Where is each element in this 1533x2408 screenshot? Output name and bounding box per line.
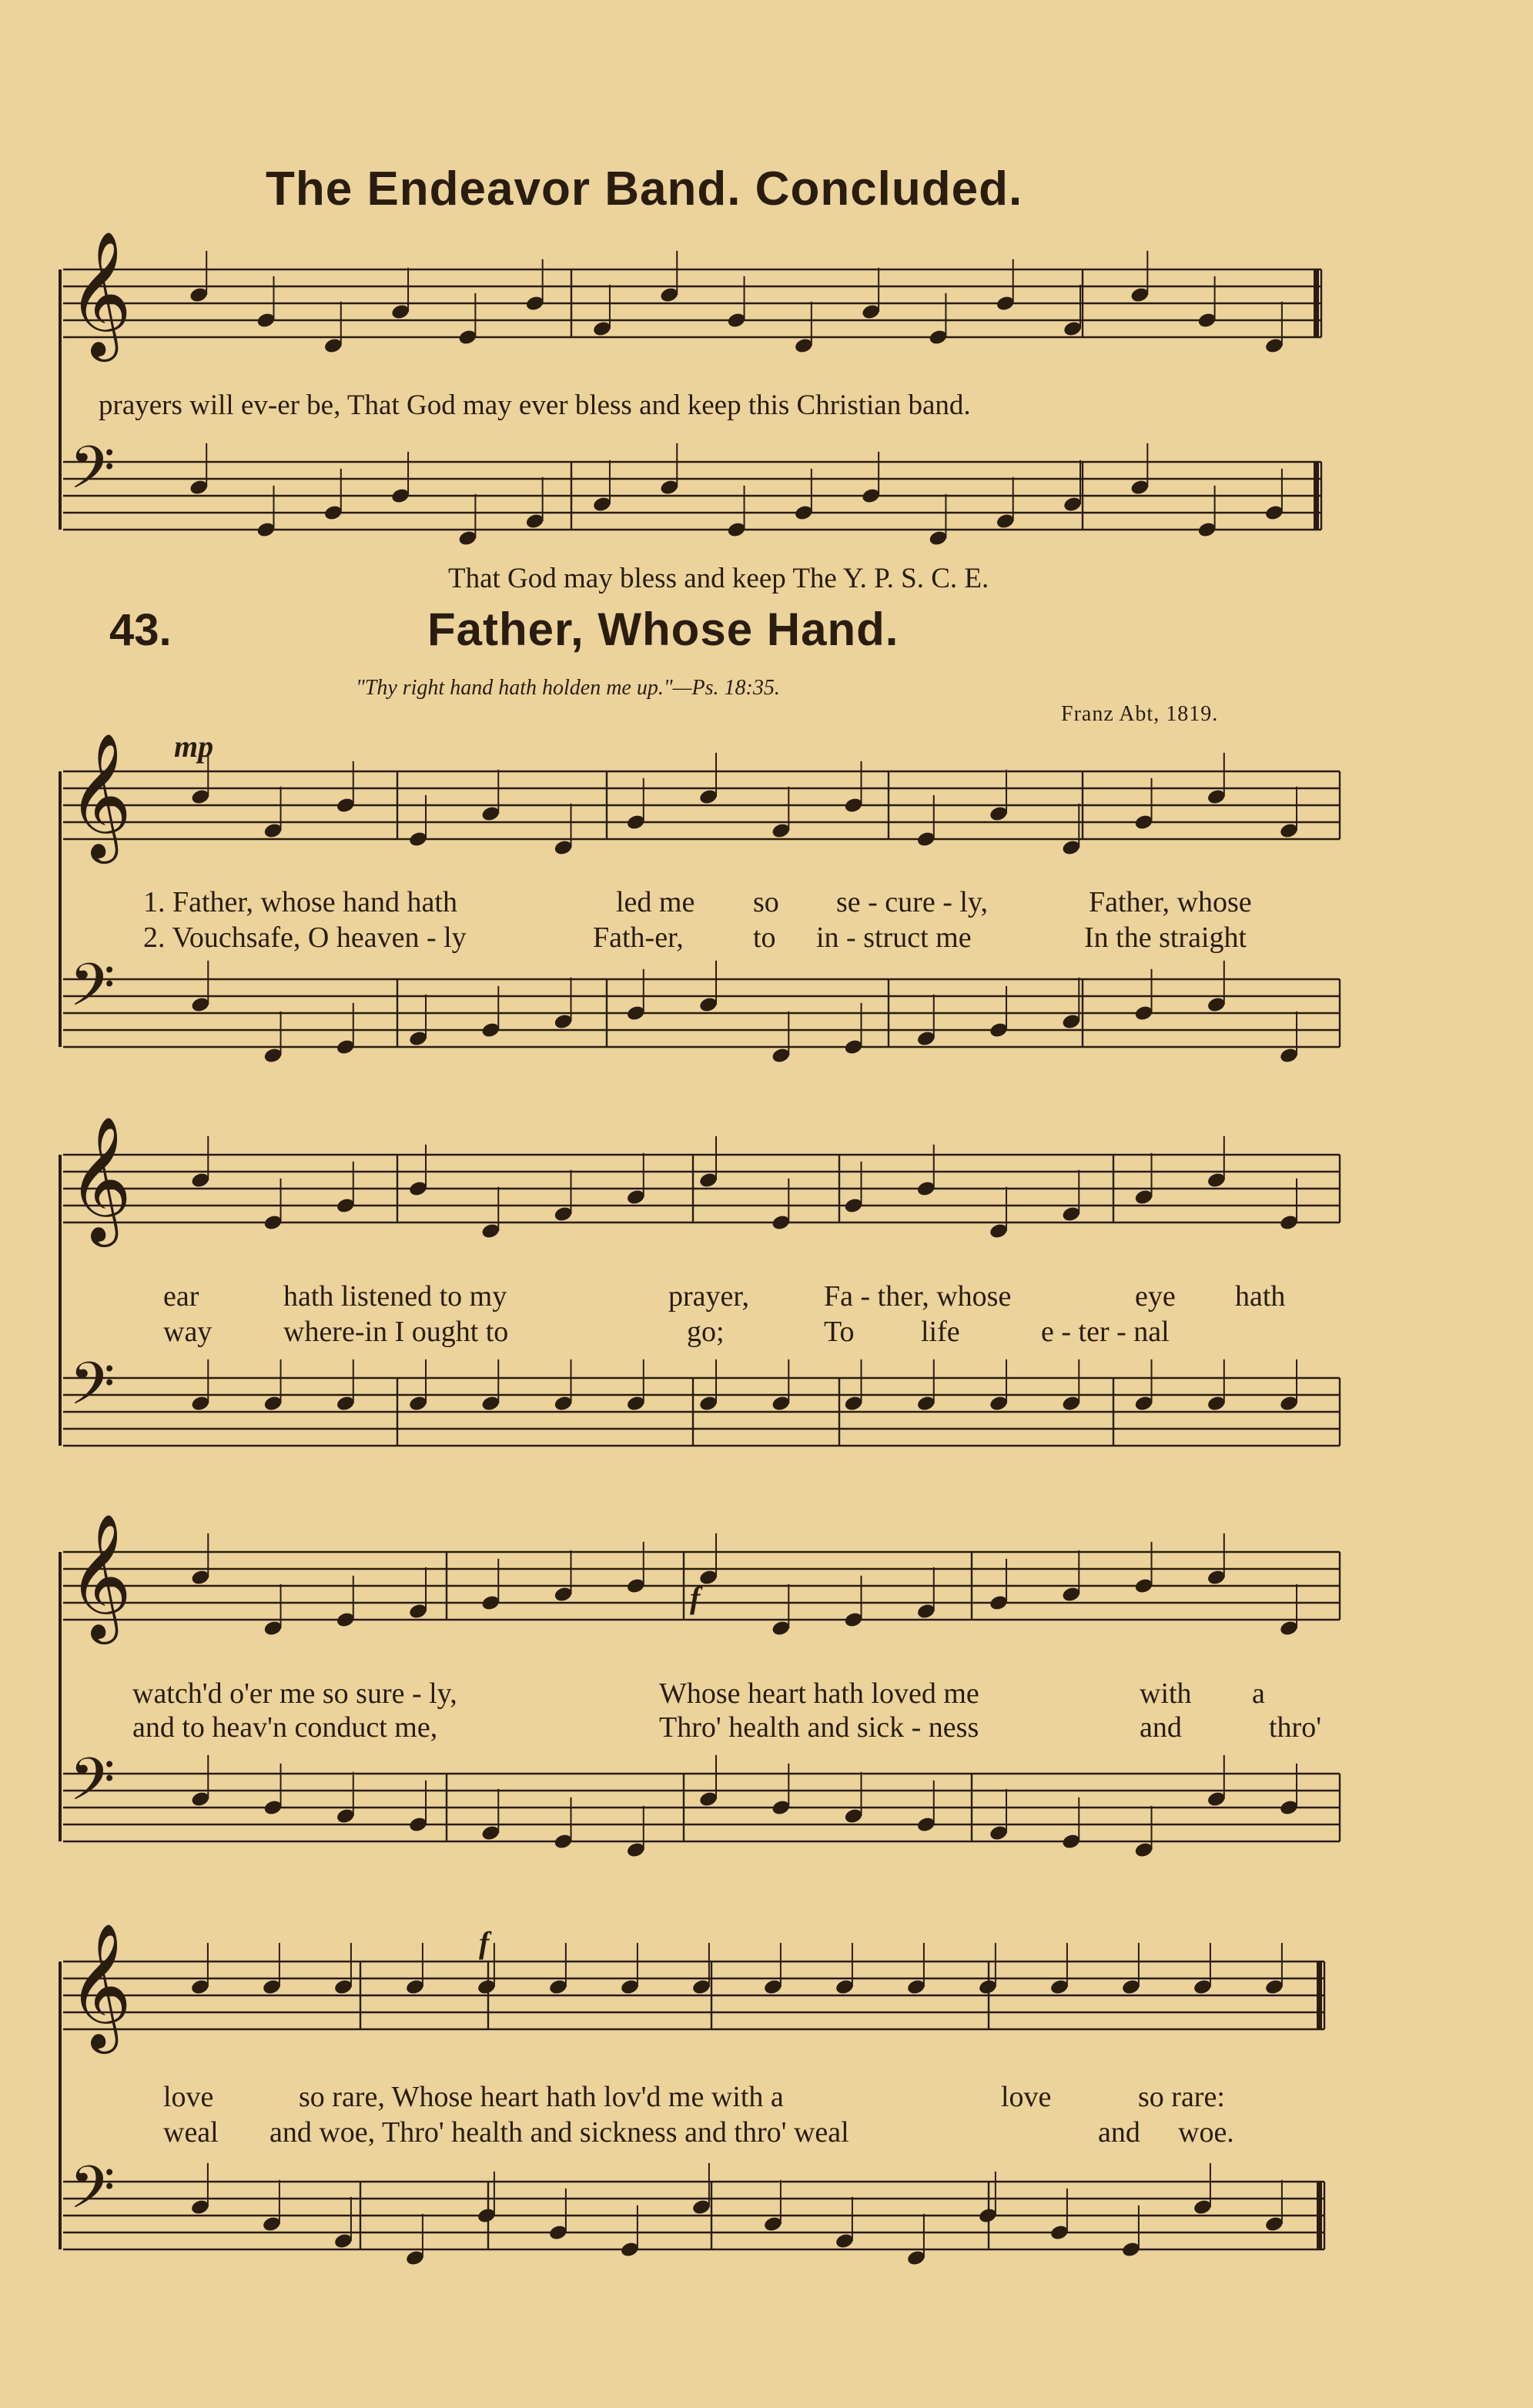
lyric-s3-v2-c: and bbox=[1140, 1711, 1182, 1744]
lyric-s3-v1-d: a bbox=[1252, 1677, 1265, 1710]
lyric-s1-v2-d: in - struct me bbox=[816, 921, 972, 954]
lyric-s2-v2-b: where-in I ought to bbox=[283, 1316, 509, 1348]
lyric-s4-v1-c: love bbox=[1001, 2081, 1052, 2113]
final-barline bbox=[1314, 462, 1319, 530]
dynamic-mp: mp bbox=[174, 729, 214, 764]
lyric-s2-v1-c: prayer, bbox=[668, 1280, 750, 1313]
lyric-s1-v2-b: Fath-er, bbox=[593, 921, 684, 954]
lyric-s2-v1-f: hath bbox=[1235, 1280, 1286, 1313]
lyric-s2-v2-c: go; bbox=[687, 1316, 725, 1348]
lyric-s1-v1-a: 1. Father, whose hand hath bbox=[143, 886, 457, 918]
final-barline bbox=[1317, 1962, 1322, 2029]
system-1-bass-clef-icon: 𝄢 bbox=[69, 950, 115, 1034]
dynamic-forte-1: f bbox=[690, 1580, 701, 1615]
lyric-s1-v2-a: 2. Vouchsafe, O heaven - ly bbox=[143, 921, 467, 954]
lyric-s1-v1-b: led me bbox=[616, 886, 695, 918]
lyric-s4-v1-a: love bbox=[163, 2081, 214, 2113]
system-3-treble-clef-icon: 𝄞 bbox=[68, 1513, 132, 1640]
system-4-bass-clef-icon: 𝄢 bbox=[69, 2152, 115, 2236]
continued-treble-lyric: prayers will ev-er be, That God may ever bless and keep this Christian band. bbox=[99, 390, 971, 421]
lyric-s4-v2-d: woe. bbox=[1178, 2116, 1234, 2149]
lyric-s1-v1-c: so bbox=[753, 886, 779, 918]
system-0-treble-clef-icon: 𝄞 bbox=[68, 230, 132, 357]
system-0-bass-clef-icon: 𝄢 bbox=[69, 433, 115, 517]
lyric-s1-v1-e: Father, whose bbox=[1089, 886, 1252, 918]
lyric-s1-v2-e: In the straight bbox=[1084, 921, 1247, 954]
system-1-treble-clef-icon: 𝄞 bbox=[68, 732, 132, 859]
lyric-s4-v1-d: so rare: bbox=[1138, 2081, 1225, 2113]
system-3-bass-clef-icon: 𝄢 bbox=[69, 1744, 115, 1828]
lyric-s2-v1-d: Fa - ther, whose bbox=[824, 1280, 1012, 1313]
lyric-s3-v2-d: thro' bbox=[1269, 1711, 1322, 1744]
lyric-s4-v2-b: and woe, Thro' health and sickness and thro' weal bbox=[269, 2116, 849, 2149]
lyric-s1-v2-c: to bbox=[753, 921, 776, 954]
final-barline bbox=[1314, 269, 1319, 337]
lyric-s4-v2-c: and bbox=[1098, 2116, 1140, 2149]
lyric-s3-v2-a: and to heav'n conduct me, bbox=[132, 1711, 438, 1744]
lyric-s3-v1-a: watch'd o'er me so sure - ly, bbox=[132, 1677, 457, 1710]
system-2-bass-clef-icon: 𝄢 bbox=[69, 1349, 115, 1433]
lyric-s2-v2-e: life bbox=[921, 1316, 960, 1348]
lyric-s3-v1-b: Whose heart hath loved me bbox=[659, 1677, 979, 1710]
hymn-title: Father, Whose Hand. bbox=[427, 604, 899, 655]
hymn-composer: Franz Abt, 1819. bbox=[1061, 702, 1219, 726]
lyric-s2-v2-d: To bbox=[824, 1316, 855, 1348]
dynamic-forte-2: f bbox=[479, 1925, 490, 1960]
hymn-number: 43. bbox=[109, 605, 172, 655]
lyric-s2-v1-e: eye bbox=[1135, 1280, 1176, 1313]
lyric-s3-v2-b: Thro' health and sick - ness bbox=[659, 1711, 979, 1744]
lyric-s3-v1-c: with bbox=[1140, 1677, 1192, 1710]
lyric-s2-v1-a: ear bbox=[163, 1280, 199, 1313]
continued-bass-lyric: That God may bless and keep The Y. P. S. C. E. bbox=[448, 563, 989, 594]
system-4-treble-clef-icon: 𝄞 bbox=[68, 1922, 132, 2049]
system-2-treble-clef-icon: 𝄞 bbox=[68, 1115, 132, 1242]
lyric-s4-v2-a: weal bbox=[163, 2116, 219, 2149]
continued-hymn-title: The Endeavor Band. Concluded. bbox=[266, 162, 1023, 216]
lyric-s2-v2-f: e - ter - nal bbox=[1041, 1316, 1170, 1348]
lyric-s1-v1-d: se - cure - ly, bbox=[836, 886, 988, 918]
lyric-s2-v2-a: way bbox=[163, 1316, 213, 1348]
hymn-epigraph: "Thy right hand hath holden me up."—Ps. 18:35. bbox=[356, 676, 780, 700]
lyric-s2-v1-b: hath listened to my bbox=[283, 1280, 507, 1313]
final-barline bbox=[1317, 2182, 1322, 2249]
lyric-s4-v1-b: so rare, Whose heart hath lov'd me with a bbox=[299, 2081, 784, 2113]
